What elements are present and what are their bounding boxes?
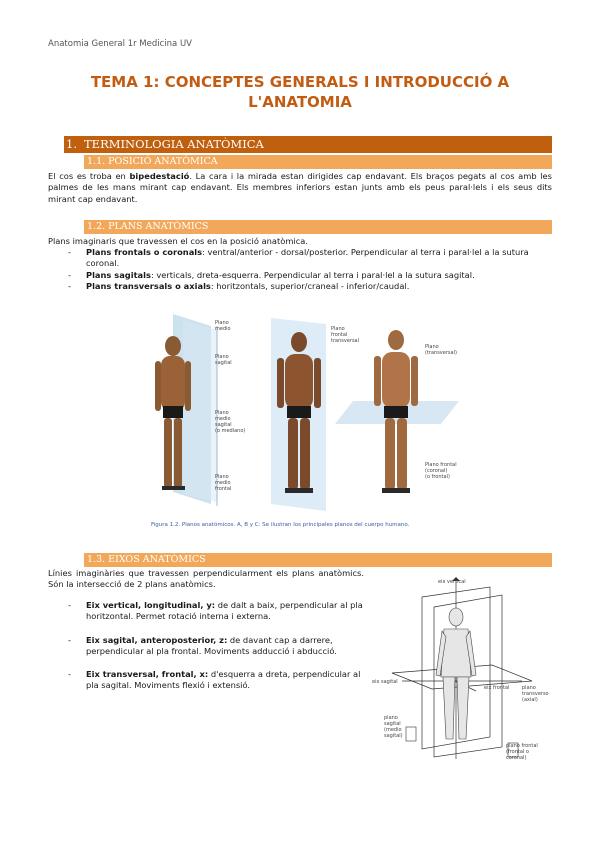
svg-text:(transversal): (transversal) [425,350,457,356]
svg-text:Plano: Plano [215,320,229,326]
subsection-1-1-title: 1.1. POSICIÓ ANATÒMICA [87,156,218,167]
svg-text:(frontal o: (frontal o [506,749,529,755]
eixos-list [68,600,364,692]
posicio-paragraph [48,171,552,205]
figure-caption: Figura 1.2. Planos anatómicos. A, B y C: Se ilustran los principales planos del cuerpo humano. [151,522,410,528]
svg-text:(o frontal): (o frontal) [425,474,450,480]
anatomical-planes-image [121,306,469,538]
page-title-line1: TEMA 1: CONCEPTES GENERALS I INTRODUCCIÓ A [90,73,510,91]
plans-list-item: - Plans frontals o coronals: ventral/anterior - dorsal/posterior. Perpendicular al terra i paral·lel a la sutura coronal. [68,247,540,270]
svg-text:plano frontal: plano frontal [506,743,538,749]
eixos-list-item: - Eix vertical, longitudinal, y: de dalt a baix, perpendicular al pla horitzontal. Permet rotació interna i externa. [68,600,364,623]
plans-list-item: - Plans sagitals: verticals, dreta-esquerra. Perpendicular al terra i paral·lel a la sutura sagital. [68,270,540,281]
anatomical-planes-figure [121,306,469,538]
plans-list-item: - Plans transversals o axials: horitzontals, superior/craneal - inferior/caudal. [68,281,540,292]
figure-a-sagittal [155,314,245,506]
section-1-bar [64,136,552,153]
svg-text:plano: plano [522,685,536,691]
svg-text:(axial): (axial) [522,697,538,703]
subsection-1-3-title: 1.3. EIXOS ANATÒMICS [87,554,206,565]
svg-text:transversal: transversal [331,338,360,344]
svg-text:Plano: Plano [331,326,345,332]
anatomical-axes-figure [372,577,554,767]
plans-intro: Plans imaginaris que travessen el cos en la posició anatòmica. [48,236,308,246]
svg-text:eix vertical: eix vertical [438,579,466,585]
page-title-line2: L'ANATOMIA [248,93,352,111]
subsection-1-1-bar [84,155,552,169]
svg-text:eix sagital: eix sagital [372,679,398,685]
svg-text:eix frontal: eix frontal [484,685,510,691]
subsection-1-2-title: 1.2. PLANS ANATÒMICS [87,221,209,232]
eixos-intro: Línies imaginàries que travessen perpendicularment els plans anatòmics. Són la intersecció de 2 plans anatòmics. [48,568,364,590]
anatomical-axes-image [372,577,554,767]
posicio-text-rest: . La cara i la mirada estan dirigides cap endavant. Els braços pegats al cos amb les palmes de les mans mirant cap endavant. Els membres inferiors estan junts amb els peus paral·lels i els seus dits mirant cap endavant. [48,171,552,204]
svg-text:Plano: Plano [215,474,229,480]
svg-text:coronal): coronal) [506,755,527,761]
svg-text:(medio: (medio [384,727,402,733]
svg-text:Plano frontal: Plano frontal [425,462,457,468]
svg-text:transverso: transverso [522,691,549,697]
posicio-bold-term: bipedestació [129,171,190,181]
svg-text:frontal: frontal [331,332,348,338]
subsection-1-3-bar [84,553,552,567]
svg-text:(coronal): (coronal) [425,468,448,474]
plans-list [68,247,540,292]
eixos-list-item: - Eix sagital, anteroposterior, z: de davant cap a darrere, perpendicular al pla frontal. Moviments adducció i abducció. [68,635,364,658]
figure-c-transverse [335,330,459,493]
section-1-number: 1. [66,137,77,151]
svg-text:sagital: sagital [215,422,232,428]
posicio-text-start: El cos es troba en [48,171,130,181]
svg-text:medio: medio [215,416,231,422]
section-1-title: TERMINOLOGIA ANATÒMICA [84,137,264,151]
svg-text:sagital: sagital [215,360,232,366]
svg-text:(o mediano): (o mediano) [215,428,246,434]
page-title [48,72,552,112]
svg-text:medio: medio [215,326,231,332]
subsection-1-2-bar [84,220,552,234]
svg-text:medio: medio [215,480,231,486]
svg-text:frontal: frontal [215,486,232,492]
svg-text:Plano: Plano [425,344,439,350]
svg-text:sagital: sagital [384,721,401,727]
svg-text:Plano: Plano [215,410,229,416]
svg-text:Plano: Plano [215,354,229,360]
header-note: Anatomia General 1r Medicina UV [48,39,192,49]
eixos-list-item: - Eix transversal, frontal, x: d'esquerra a dreta, perpendicular al pla sagital. Moviments flexió i extensió. [68,669,364,692]
svg-text:sagital): sagital) [384,733,403,739]
svg-text:plano: plano [384,715,398,721]
